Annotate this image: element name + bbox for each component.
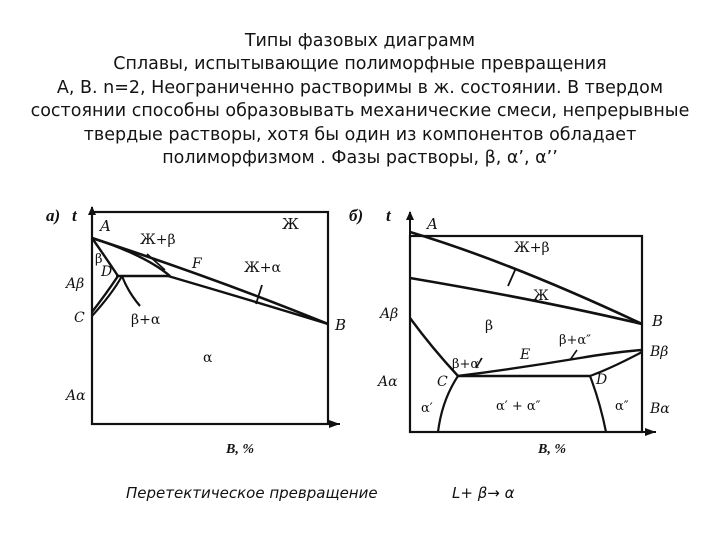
diagram-b-label-A-beta: Aβ — [380, 306, 399, 322]
diagram-a-label-A: A — [100, 217, 111, 235]
diagram-b-label-alpha2: α″ — [615, 399, 629, 414]
diagram-a-solidus-alpha — [168, 276, 328, 324]
diagram-a-frame — [92, 212, 328, 424]
diagram-b-label-alpha12: α′ + α″ — [496, 399, 541, 414]
diagram-a-label-liquid: Ж — [282, 215, 299, 233]
caption-peritectic: Перетектическое превращение — [126, 484, 378, 502]
diagram-b-label-A-alpha: Aα — [378, 374, 398, 390]
diagram-a-label-liq-alpha: Ж+α — [244, 260, 281, 276]
diagram-b-label-C: C — [437, 374, 448, 390]
diagram-a-label-A-alpha: Aα — [66, 388, 86, 404]
title-line-6: полиморфизмом . Фазы растворы, β, α’, α’’ — [162, 148, 558, 169]
diagram-a-label-A-beta: Aβ — [66, 276, 85, 292]
diagram-b-label-liq-beta: Ж+β — [514, 240, 550, 256]
diagram-a-label-liq-beta: Ж+β — [140, 232, 176, 248]
diagram-a-label-alpha: α — [203, 350, 213, 366]
diagram-b-label-A: A — [427, 215, 438, 233]
title-line-3: А, В. n=2, Неограниченно растворимы в ж. состоянии. В твердом — [56, 77, 664, 98]
diagram-b — [349, 206, 670, 457]
diagram-a-x-label: B, % — [226, 442, 254, 457]
diagram-b-label-E: E — [520, 347, 531, 363]
diagram-a-label-C: C — [74, 310, 85, 326]
title-line-1: Типы фазовых диаграмм — [244, 31, 476, 51]
diagram-a-t-label: t — [72, 206, 77, 225]
diagram-b-label-beta-alpha1: β+α′ — [452, 357, 483, 372]
diagram-b-label-beta: β — [485, 318, 494, 334]
diagram-a — [46, 206, 346, 457]
caption-reaction: L+ β→ α — [452, 484, 515, 502]
diagram-b-pointer-liq-beta — [508, 268, 516, 286]
diagram-b-label-beta-alpha2: β+α″ — [559, 333, 592, 348]
diagram-a-beta-alpha-boundary — [122, 276, 140, 306]
diagram-a-label-F: F — [192, 256, 202, 272]
diagram-a-alpha-solvus — [92, 276, 122, 316]
diagram-a-beta-solvus — [92, 276, 118, 312]
diagram-a-label-D: D — [101, 264, 113, 280]
diagram-b-label-B-alpha: Bα — [650, 401, 670, 417]
diagram-b-label-B-beta: Bβ — [650, 344, 669, 360]
diagram-b-label-B: B — [652, 312, 664, 330]
diagram-b-label-D: D — [596, 372, 608, 388]
title-line-2: Сплавы, испытывающие полиморфные превращения — [113, 54, 607, 75]
diagram-b-solidus — [410, 278, 642, 324]
diagram-b-t-label: t — [386, 206, 391, 225]
diagram-a-label-B: B — [335, 316, 347, 334]
diagram-a-label-beta-alpha: β+α — [131, 312, 161, 328]
diagram-a-pointer-liq-alpha — [256, 285, 262, 304]
title-line-4: состоянии способны образовывать механические смеси, непрерывные — [30, 101, 690, 122]
diagram-a-panel-label: а) — [46, 206, 61, 225]
diagram-b-panel-label: б) — [349, 206, 364, 225]
diagram-b-label-alpha1: α′ — [421, 401, 433, 416]
diagram-a-label-beta: β — [95, 252, 103, 267]
title-line-5: твердые растворы, хотя бы один из компонентов обладает — [83, 124, 637, 145]
diagram-b-label-liquid: Ж — [533, 288, 549, 304]
diagram-b-x-label: B, % — [538, 442, 566, 457]
